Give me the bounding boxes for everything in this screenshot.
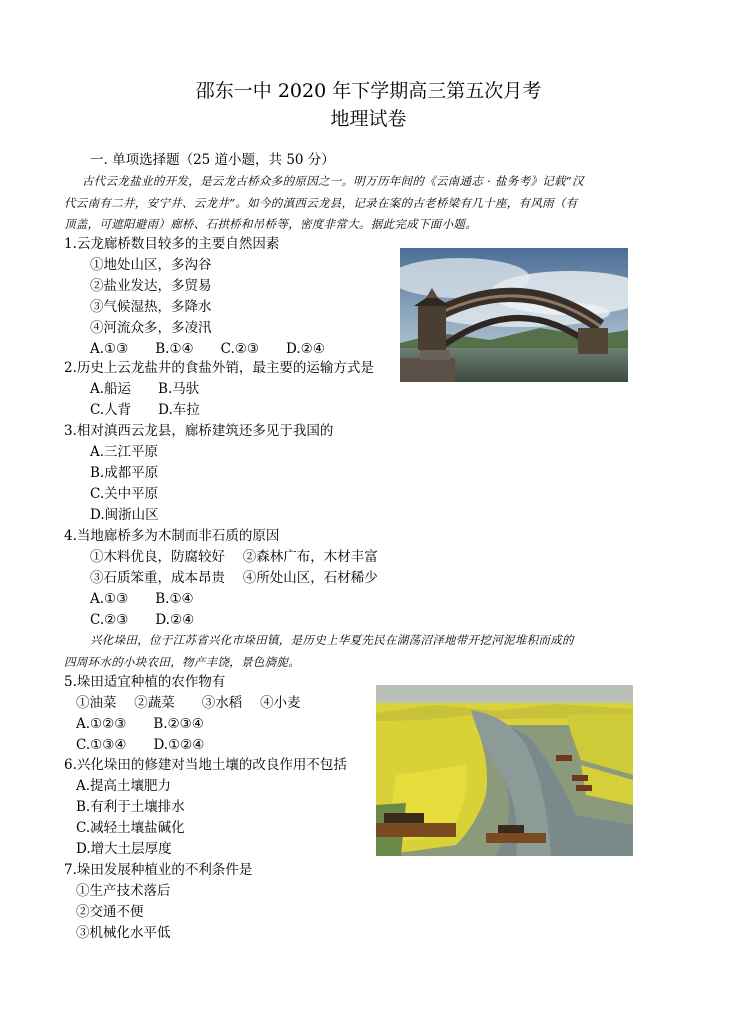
- covered-bridge-photo: [400, 248, 628, 382]
- option: A.三江平原: [90, 444, 159, 460]
- option: ③石质笨重，成本昂贵 ④所处山区，石材稀少: [90, 570, 378, 586]
- option: C.关中平原: [90, 486, 159, 502]
- answer-choices: C.人背 D.车拉: [90, 402, 200, 418]
- option: C.减轻土壤盐碱化: [76, 820, 185, 836]
- duotian-field-photo: [376, 685, 633, 856]
- option: ②盐业发达，多贸易: [90, 278, 212, 294]
- question-stem: 7.垛田发展种植业的不利条件是: [64, 862, 253, 878]
- exam-title: 邵东一中 2020 年下学期高三第五次月考: [195, 80, 542, 102]
- option: D.增大土层厚度: [76, 841, 172, 857]
- exam-subtitle: 地理试卷: [330, 108, 407, 130]
- answer-choices: A.船运 B.马驮: [90, 381, 200, 397]
- passage-line: 古代云龙盐业的开发，是云龙古桥众多的原因之一。明万历年间的《云南通志 · 盐务考》记载“汉: [82, 174, 584, 188]
- option: ④河流众多，多凌汛: [90, 320, 212, 336]
- option: D.闽浙山区: [90, 507, 159, 523]
- answer-choices: C.②③ D.②④: [90, 612, 195, 628]
- passage-line: 四周环水的小块农田，物产丰饶，景色旖旎。: [64, 655, 300, 669]
- passage-line: 代云南有二井，安宁井、云龙井”。如今的滇西云龙县，记录在案的古老桥梁有几十座，有风雨（有: [64, 196, 578, 210]
- option: ①生产技术落后: [76, 883, 171, 899]
- option: B.成都平原: [90, 465, 159, 481]
- passage-line: 顶盖，可遮阳避雨）廊桥、石拱桥和吊桥等，密度非常大。据此完成下面小题。: [64, 217, 477, 231]
- option: ③气候湿热，多降水: [90, 299, 212, 315]
- option: ①地处山区，多沟谷: [90, 257, 212, 273]
- question-stem: 1.云龙廊桥数目较多的主要自然因素: [64, 236, 280, 252]
- answer-choices: A.①③ B.①④: [90, 591, 194, 607]
- question-stem: 3.相对滇西云龙县，廊桥建筑还多见于我国的: [64, 423, 334, 439]
- option: ①木料优良，防腐较好 ②森林广布，木材丰富: [90, 549, 378, 565]
- section-heading: 一. 单项选择题（25 道小题，共 50 分）: [90, 152, 335, 168]
- question-stem: 6.兴化垛田的修建对当地土壤的改良作用不包括: [64, 757, 347, 773]
- question-stem: 5.垛田适宜种植的农作物有: [64, 674, 226, 690]
- option: ②交通不便: [76, 904, 144, 920]
- passage-line: 兴化垛田，位于江苏省兴化市垛田镇，是历史上华夏先民在湖荡沼泽地带开挖河泥堆积而成的: [90, 633, 574, 647]
- option: ①油菜 ②蔬菜 ③水稻 ④小麦: [76, 695, 301, 711]
- question-stem: 2.历史上云龙盐井的食盐外销，最主要的运输方式是: [64, 360, 374, 376]
- answer-choices: A.①②③ B.②③④: [76, 716, 204, 732]
- answer-choices: A.①③ B.①④ C.②③ D.②④: [90, 341, 325, 357]
- option: A.提高土壤肥力: [76, 778, 172, 794]
- question-stem: 4.当地廊桥多为木制而非石质的原因: [64, 528, 280, 544]
- option: B.有利于土壤排水: [76, 799, 185, 815]
- answer-choices: C.①③④ D.①②④: [76, 737, 205, 753]
- option: ③机械化水平低: [76, 925, 171, 941]
